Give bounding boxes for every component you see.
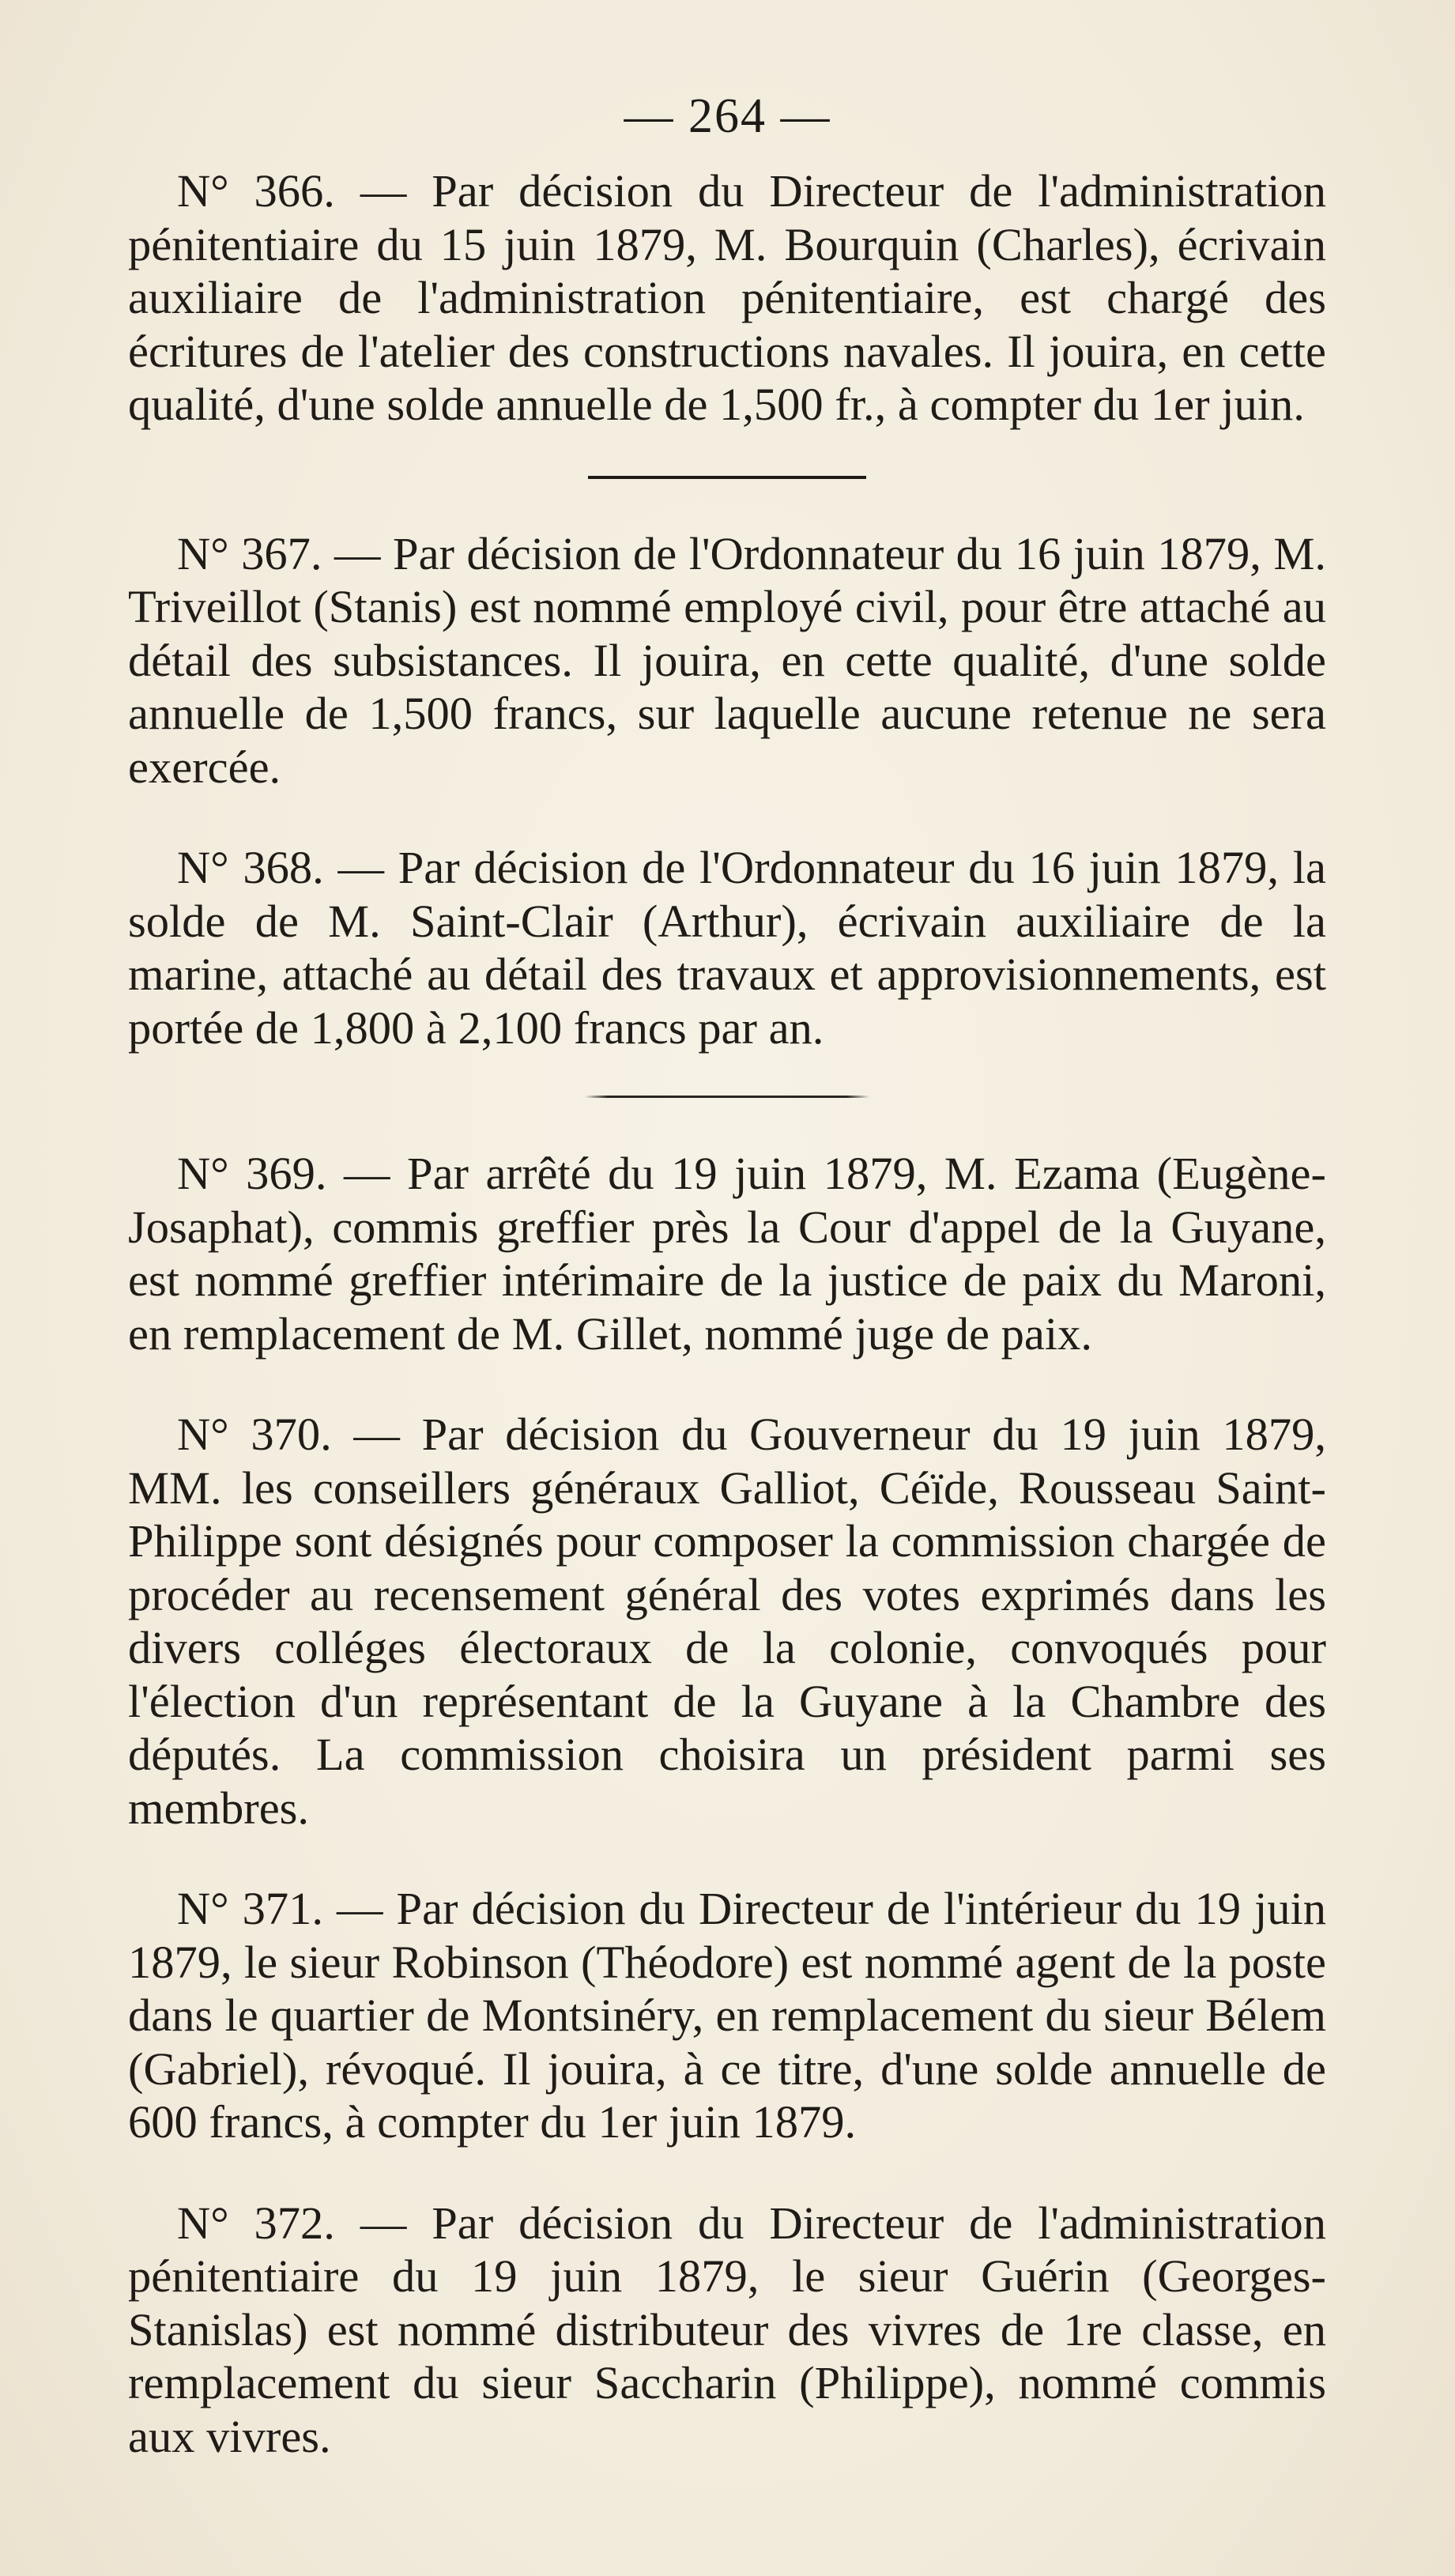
entry-368 [128,841,1326,1054]
entry-371 [128,1882,1326,2149]
entry-text: — Par arrêté du 19 juin 1879, M. Ezama (Eugène-Josaphat), commis greffier près la Cour d'appel de la Guyane, est nommé greffier intérimaire de la justice de paix du Maroni, en remplacement de M. Gillet, nommé juge de paix. [128,1148,1326,1360]
entry-number: N° 368. [177,842,324,893]
entry-369 [128,1147,1326,1360]
entry-367 [128,527,1326,794]
entry-text: — Par décision du Gouverneur du 19 juin 1879, MM. les conseillers généraux Galliot, Céïde, Rousseau Saint-Philippe sont désignés pour composer la commission chargée de procéder au recensement général des votes exprimés dans les divers colléges électoraux de la colonie, convoqués pour l'élection d'un représentant de la Guyane à la Chambre des députés. La commission choisira un président parmi ses membres. [128,1409,1326,1834]
entry-366 [128,164,1326,432]
entry-text: — Par décision du Directeur de l'administration pénitentiaire du 19 juin 1879, le sieur Guérin (Georges-Stanislas) est nommé distributeur des vivres de 1re classe, en remplacement du sieur Saccharin (Philippe), nommé commis aux vivres. [128,2197,1326,2462]
entry-number: N° 367. [177,527,322,579]
page-number: — 264 — [624,89,831,143]
entry-text: — Par décision de l'Ordonnateur du 16 juin 1879, la solde de M. Saint-Clair (Arthur), écrivain auxiliaire de la marine, attaché au détail des travaux et approvisionnements, est portée de 1,800 à 2,100 francs par an. [128,842,1326,1054]
section-divider [585,1096,869,1098]
entry-number: N° 366. [177,165,335,217]
entry-text: — Par décision de l'Ordonnateur du 16 juin 1879, M. Triveillot (Stanis) est nommé employé civil, pour être attaché au détail des subsistances. Il jouira, en cette qualité, d'une solde annuelle de 1,500 francs, sur laquelle aucune retenue ne sera exercée. [128,527,1326,793]
entry-text: — Par décision du Directeur de l'administration pénitentiaire du 15 juin 1879, M. Bourquin (Charles), écrivain auxiliaire de l'administration pénitentiaire, est chargé des écritures de l'atelier des constructions navales. Il jouira, en cette qualité, d'une solde annuelle de 1,500 fr., à compter du 1er juin. [128,165,1326,430]
entry-text: — Par décision du Directeur de l'intérieur du 19 juin 1879, le sieur Robinson (Théodore) est nommé agent de la poste dans le quartier de Montsinéry, en remplacement du sieur Bélem (Gabriel), révoqué. Il jouira, à ce titre, d'une solde annuelle de 600 francs, à compter du 1er juin 1879. [128,1883,1326,2148]
entry-number: N° 372. [177,2197,335,2249]
document-body [128,164,1326,2463]
entry-number: N° 369. [177,1148,327,1199]
section-divider [588,476,866,479]
entry-number: N° 370. [177,1409,332,1460]
entry-370 [128,1408,1326,1835]
entry-372 [128,2197,1326,2464]
entry-number: N° 371. [177,1883,324,1934]
